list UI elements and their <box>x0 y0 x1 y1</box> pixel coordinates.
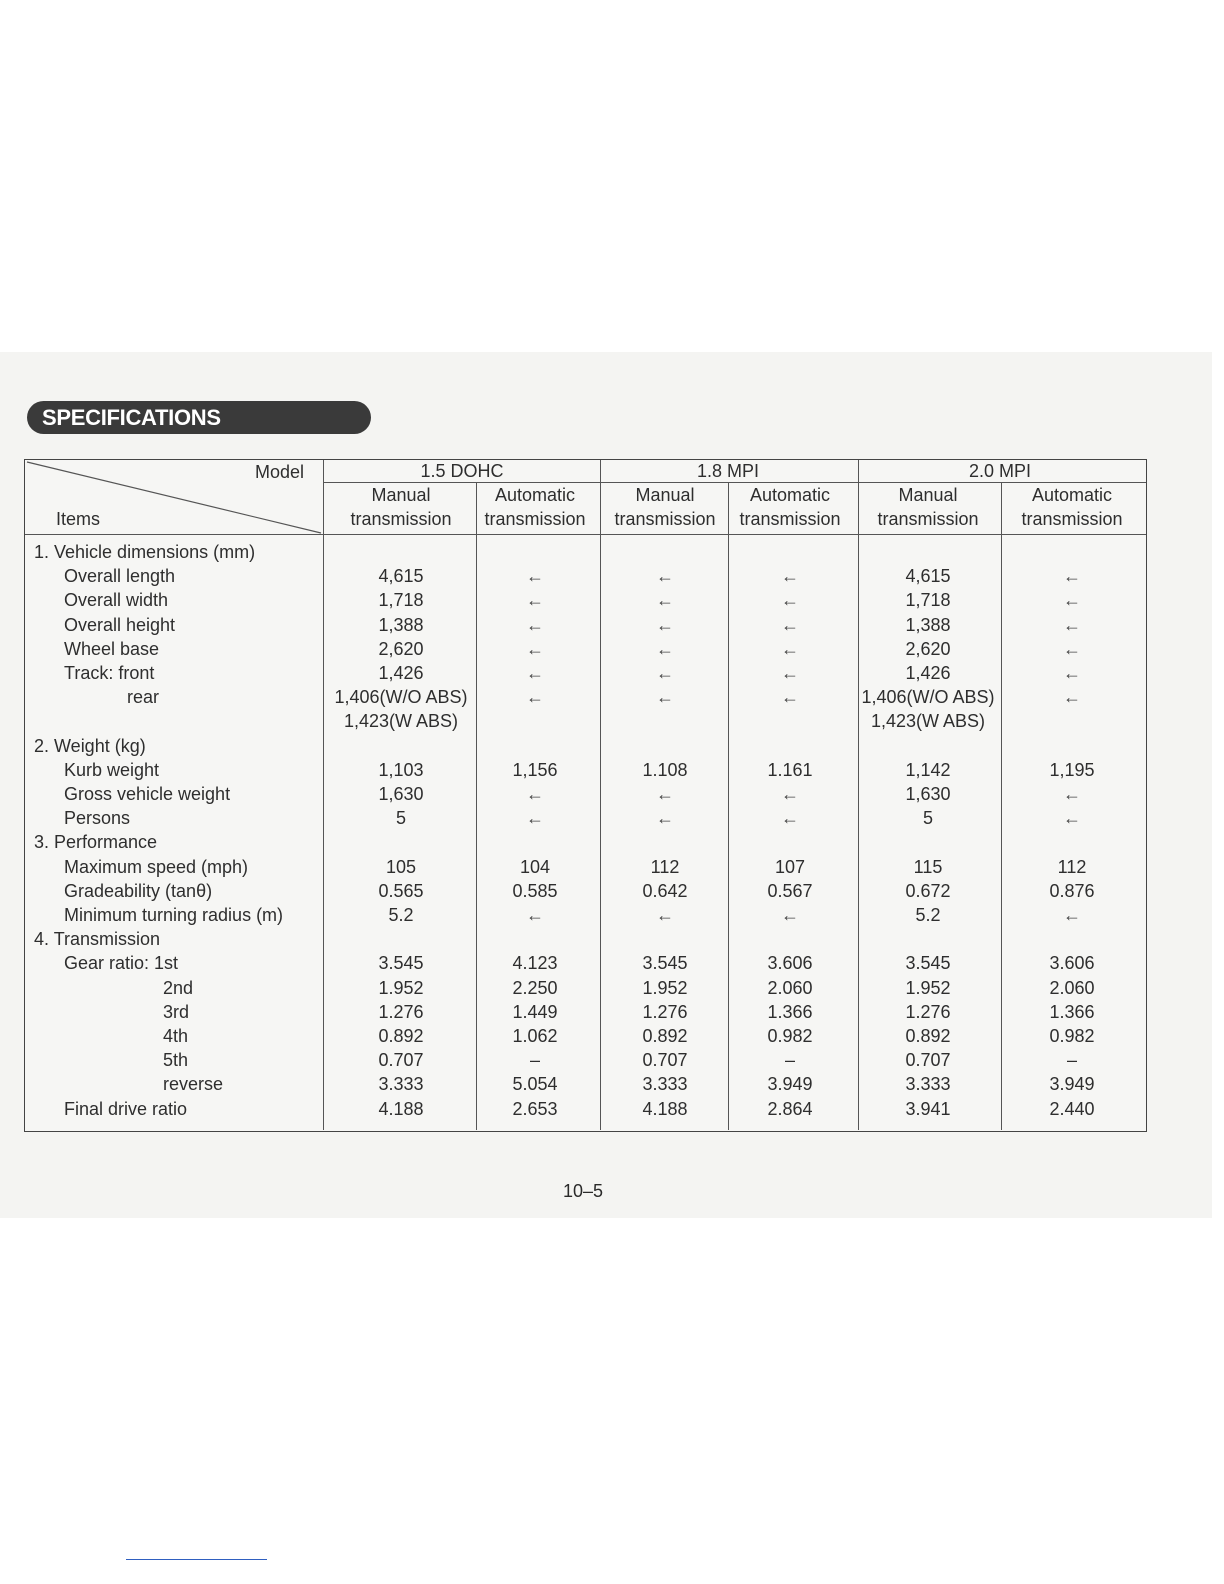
table-cell: 1,142 <box>905 759 951 780</box>
table-cell: 5.054 <box>512 1074 558 1095</box>
table-cell: 0.982 <box>1049 1026 1095 1046</box>
same-as-left-arrow: ← <box>526 590 544 611</box>
table-cell: 5.2 <box>388 905 414 925</box>
row-label: 2nd <box>163 977 194 998</box>
same-as-left-arrow: ← <box>656 663 674 683</box>
row-label: Maximum speed (mph) <box>64 856 249 877</box>
table-cell: 1,388 <box>378 614 424 635</box>
row-label: Overall length <box>64 566 176 587</box>
table-cell: 104 <box>519 856 551 877</box>
column-divider <box>600 460 601 1130</box>
model-header-label: Model <box>255 462 305 482</box>
table-cell: 0.565 <box>378 880 424 901</box>
model-header-1: 1.5 DOHC <box>420 461 504 481</box>
same-as-left-arrow: ← <box>526 566 544 587</box>
same-as-left-arrow: ← <box>1063 784 1081 804</box>
column-divider <box>476 482 477 1130</box>
table-cell: 1.276 <box>642 1001 688 1022</box>
table-cell: 112 <box>650 856 680 877</box>
table-cell: 3.941 <box>905 1098 951 1119</box>
same-as-left-arrow: ← <box>781 808 799 829</box>
row-label: Gear ratio: 1st <box>64 953 179 974</box>
same-as-left-arrow: ← <box>781 784 799 804</box>
table-cell: 1,195 <box>1049 759 1095 780</box>
row-label: 3rd <box>163 1001 190 1022</box>
model-header-3: 2.0 MPI <box>968 461 1032 481</box>
table-cell: 1,103 <box>378 759 424 780</box>
row-label: 1. Vehicle dimensions (mm) <box>34 542 256 562</box>
footer-link-underline <box>126 1559 267 1560</box>
table-cell: 0.585 <box>512 880 558 901</box>
same-as-left-arrow: ← <box>656 566 674 587</box>
table-cell: 2.060 <box>1049 977 1095 998</box>
same-as-left-arrow: ← <box>781 687 799 708</box>
table-cell: 4.188 <box>378 1098 424 1119</box>
table-cell: 0.707 <box>642 1050 688 1071</box>
transmission-label-2: transmission <box>484 509 586 529</box>
same-as-left-arrow: ← <box>526 614 544 635</box>
row-label: Persons <box>64 808 131 829</box>
transmission-label-4: transmission <box>739 509 841 529</box>
table-cell: 2.440 <box>1049 1098 1095 1119</box>
same-as-left-arrow: ← <box>1063 663 1081 683</box>
table-cell: 1.366 <box>767 1001 813 1022</box>
column-divider <box>858 460 859 1130</box>
model-header-2: 1.8 MPI <box>696 461 760 481</box>
section-title: SPECIFICATIONS <box>27 401 371 434</box>
table-cell: 0.892 <box>905 1026 951 1046</box>
row-label: Minimum turning radius (m) <box>64 905 284 925</box>
row-label: Gradeability (tanθ) <box>64 880 213 901</box>
table-cell: 1.276 <box>905 1001 951 1022</box>
table-cell: 0.567 <box>767 880 813 901</box>
items-header-label: Items <box>56 509 101 529</box>
table-cell: 105 <box>385 856 417 877</box>
same-as-left-arrow: ← <box>656 614 674 635</box>
table-cell: 3.606 <box>1049 953 1095 974</box>
row-label: Overall height <box>64 614 176 635</box>
row-label: Overall width <box>64 590 169 611</box>
table-cell: 1,423(W ABS) <box>870 711 986 732</box>
same-as-left-arrow: ← <box>781 663 799 683</box>
table-cell: 1.952 <box>905 977 951 998</box>
table-cell: 5 <box>922 808 934 829</box>
same-as-left-arrow: ← <box>1063 614 1081 635</box>
row-label: 5th <box>163 1050 189 1071</box>
table-cell: 4,615 <box>378 566 424 587</box>
column-divider <box>728 482 729 1130</box>
table-cell: 3.333 <box>642 1074 688 1095</box>
table-cell: 1,388 <box>905 614 951 635</box>
row-label: Gross vehicle weight <box>64 784 231 804</box>
transmission-type-5: Manual <box>898 485 958 505</box>
row-label: reverse <box>163 1074 224 1095</box>
column-divider <box>1001 482 1002 1130</box>
same-as-left-arrow: ← <box>1063 566 1081 587</box>
table-cell: – <box>784 1050 796 1071</box>
table-cell: 4,615 <box>905 566 951 587</box>
table-cell: 1.276 <box>378 1001 424 1022</box>
transmission-label-6: transmission <box>1021 509 1123 529</box>
same-as-left-arrow: ← <box>526 638 544 659</box>
table-cell: 1.366 <box>1049 1001 1095 1022</box>
same-as-left-arrow: ← <box>526 905 544 925</box>
same-as-left-arrow: ← <box>1063 905 1081 925</box>
row-label: Kurb weight <box>64 759 160 780</box>
same-as-left-arrow: ← <box>526 687 544 708</box>
transmission-type-3: Manual <box>635 485 695 505</box>
same-as-left-arrow: ← <box>526 808 544 829</box>
table-cell: 112 <box>1057 856 1087 877</box>
table-cell: 0.892 <box>378 1026 424 1046</box>
table-cell: 3.949 <box>767 1074 813 1095</box>
table-cell: 0.876 <box>1049 880 1095 901</box>
table-cell: 1,423(W ABS) <box>343 711 459 732</box>
table-cell: 1,406(W/O ABS) <box>334 687 468 708</box>
table-cell: 1.062 <box>512 1026 558 1046</box>
table-cell: 2.653 <box>512 1098 558 1119</box>
transmission-label-3: transmission <box>614 509 716 529</box>
table-cell: 1,426 <box>905 663 951 683</box>
table-cell: 1.108 <box>642 759 688 780</box>
same-as-left-arrow: ← <box>526 663 544 683</box>
table-cell: 0.707 <box>905 1050 951 1071</box>
table-cell: 115 <box>913 856 943 877</box>
table-cell: 1,406(W/O ABS) <box>861 687 995 708</box>
same-as-left-arrow: ← <box>656 687 674 708</box>
row-label: rear <box>127 687 160 708</box>
table-cell: 107 <box>774 856 806 877</box>
table-cell: 4.123 <box>512 953 558 974</box>
table-cell: 2.250 <box>512 977 558 998</box>
same-as-left-arrow: ← <box>656 590 674 611</box>
table-cell: 1,718 <box>905 590 951 611</box>
table-cell: 1,718 <box>378 590 424 611</box>
header-bottom-divider <box>25 534 1146 535</box>
table-cell: 1,426 <box>378 663 424 683</box>
same-as-left-arrow: ← <box>1063 808 1081 829</box>
table-cell: 1,630 <box>378 784 424 804</box>
table-cell: 1,630 <box>905 784 951 804</box>
table-cell: 1.449 <box>512 1001 558 1022</box>
table-cell: 1,156 <box>512 759 558 780</box>
table-cell: 3.545 <box>378 953 424 974</box>
same-as-left-arrow: ← <box>656 784 674 804</box>
row-label: 2. Weight (kg) <box>34 735 146 756</box>
table-cell: 0.892 <box>642 1026 688 1046</box>
same-as-left-arrow: ← <box>781 590 799 611</box>
table-cell: 0.982 <box>767 1026 813 1046</box>
same-as-left-arrow: ← <box>656 905 674 925</box>
same-as-left-arrow: ← <box>781 638 799 659</box>
table-cell: 1.161 <box>767 759 813 780</box>
row-label: Wheel base <box>64 638 160 659</box>
same-as-left-arrow: ← <box>781 614 799 635</box>
table-cell: 0.707 <box>378 1050 424 1071</box>
specifications-table <box>24 459 1147 1132</box>
same-as-left-arrow: ← <box>656 638 674 659</box>
table-cell: 3.606 <box>767 953 813 974</box>
table-cell: 2,620 <box>905 638 951 659</box>
transmission-label-1: transmission <box>350 509 452 529</box>
table-cell: 3.333 <box>378 1074 424 1095</box>
table-cell: 5.2 <box>915 905 941 925</box>
same-as-left-arrow: ← <box>781 566 799 587</box>
table-cell: 0.672 <box>905 880 951 901</box>
table-cell: 3.545 <box>642 953 688 974</box>
table-cell: – <box>529 1050 541 1071</box>
table-cell: 3.949 <box>1049 1074 1095 1095</box>
row-label: 4. Transmission <box>34 929 161 950</box>
same-as-left-arrow: ← <box>656 808 674 829</box>
column-divider <box>323 460 324 1130</box>
page-number: 10–5 <box>562 1181 604 1201</box>
table-cell: 4.188 <box>642 1098 688 1119</box>
same-as-left-arrow: ← <box>1063 638 1081 659</box>
transmission-label-5: transmission <box>877 509 979 529</box>
table-cell: 1.952 <box>378 977 424 998</box>
row-label: Final drive ratio <box>64 1098 188 1119</box>
table-cell: 3.545 <box>905 953 951 974</box>
same-as-left-arrow: ← <box>1063 687 1081 708</box>
same-as-left-arrow: ← <box>781 905 799 925</box>
transmission-type-4: Automatic <box>749 485 831 505</box>
row-label: 4th <box>163 1026 189 1046</box>
table-cell: 2,620 <box>378 638 424 659</box>
transmission-type-6: Automatic <box>1031 485 1113 505</box>
table-cell: 2.864 <box>767 1098 813 1119</box>
same-as-left-arrow: ← <box>526 784 544 804</box>
row-label: Track: front <box>64 663 155 683</box>
table-cell: 3.333 <box>905 1074 951 1095</box>
transmission-type-2: Automatic <box>494 485 576 505</box>
table-cell: – <box>1066 1050 1078 1071</box>
table-cell: 2.060 <box>767 977 813 998</box>
same-as-left-arrow: ← <box>1063 590 1081 611</box>
table-cell: 5 <box>395 808 407 829</box>
table-cell: 0.642 <box>642 880 688 901</box>
row-label: 3. Performance <box>34 832 158 853</box>
table-cell: 1.952 <box>642 977 688 998</box>
transmission-type-1: Manual <box>371 485 431 505</box>
